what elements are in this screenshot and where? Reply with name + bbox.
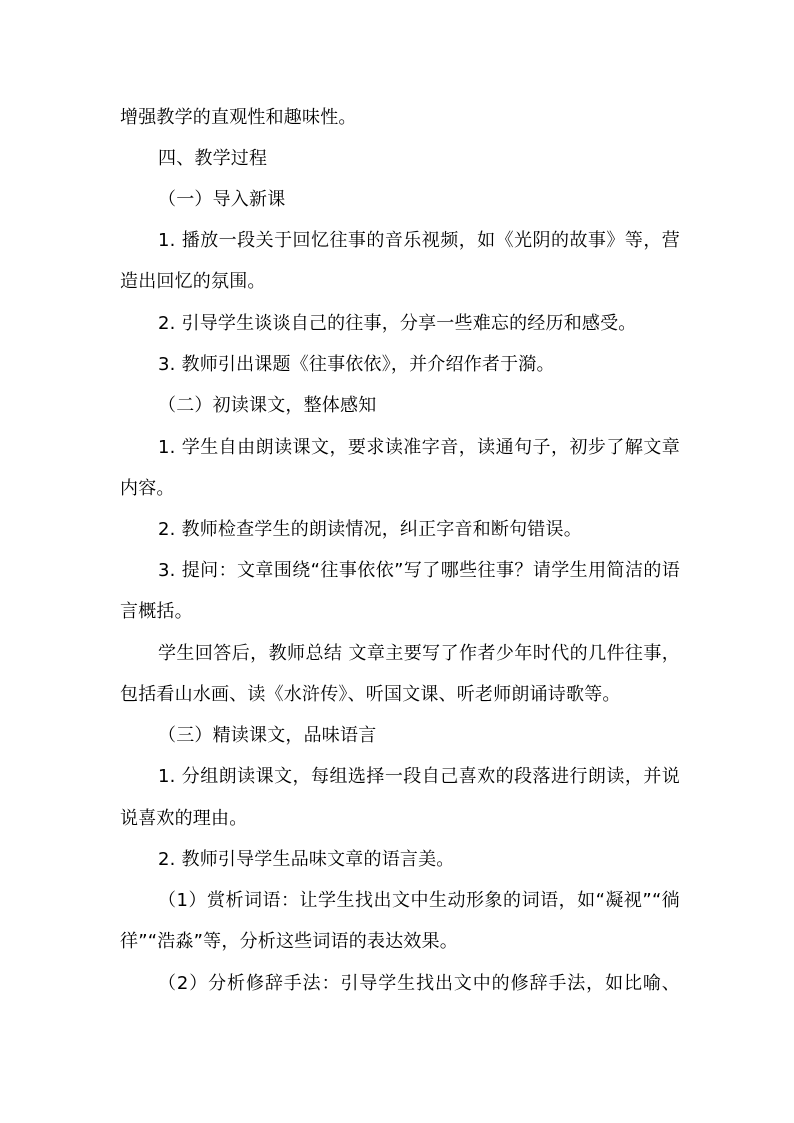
list-item-line: 1. 学生自由朗读课文，要求读准字音，读通句子，初步了解文章 xyxy=(158,437,680,458)
paragraph-line: 包括看山水画、读《水浒传》、听国文课、听老师朗诵诗歌等。 xyxy=(120,684,621,705)
paragraph-line: 学生回答后，教师总结 文章主要写了作者少年时代的几件往事， xyxy=(158,643,680,664)
subsection-heading: （一）导入新课 xyxy=(158,189,286,210)
paragraph-line: 造出回忆的氛围。 xyxy=(120,271,266,292)
paragraph-line: 内容。 xyxy=(120,478,175,499)
paragraph-line: 增强教学的直观性和趣味性。 xyxy=(120,107,357,128)
list-item-line: 1. 分组朗读课文，每组选择一段自己喜欢的段落进行朗读，并说 xyxy=(158,766,680,787)
list-item-line: 2. 教师引导学生品味文章的语言美。 xyxy=(158,849,455,870)
subsection-heading: （二）初读课文，整体感知 xyxy=(158,395,377,416)
list-item-line: 2. 教师检查学生的朗读情况，纠正字音和断句错误。 xyxy=(158,519,582,540)
list-item-line: 1. 播放一段关于回忆往事的音乐视频，如《光阴的故事》等，营 xyxy=(158,230,680,251)
list-item-line: （1）赏析词语：让学生找出文中生动形象的词语，如“凝视”“徜 xyxy=(158,890,680,911)
section-heading: 四、教学过程 xyxy=(158,148,268,169)
paragraph-line: 言概括。 xyxy=(120,601,193,622)
list-item-line: 2. 引导学生谈谈自己的往事，分享一些难忘的经历和感受。 xyxy=(158,313,637,334)
paragraph-line: 徉”“浩淼”等，分析这些词语的表达效果。 xyxy=(120,931,458,952)
subsection-heading: （三）精读课文，品味语言 xyxy=(158,725,377,746)
paragraph-line: 说喜欢的理由。 xyxy=(120,808,248,829)
list-item-line: （2）分析修辞手法：引导学生找出文中的修辞手法，如比喻、 xyxy=(158,973,680,994)
list-item-line: 3. 教师引出课题《往事依依》，并介绍作者于漪。 xyxy=(158,354,555,375)
list-item-line: 3. 提问：文章围绕“往事依依”写了哪些往事？请学生用简洁的语 xyxy=(158,560,680,581)
